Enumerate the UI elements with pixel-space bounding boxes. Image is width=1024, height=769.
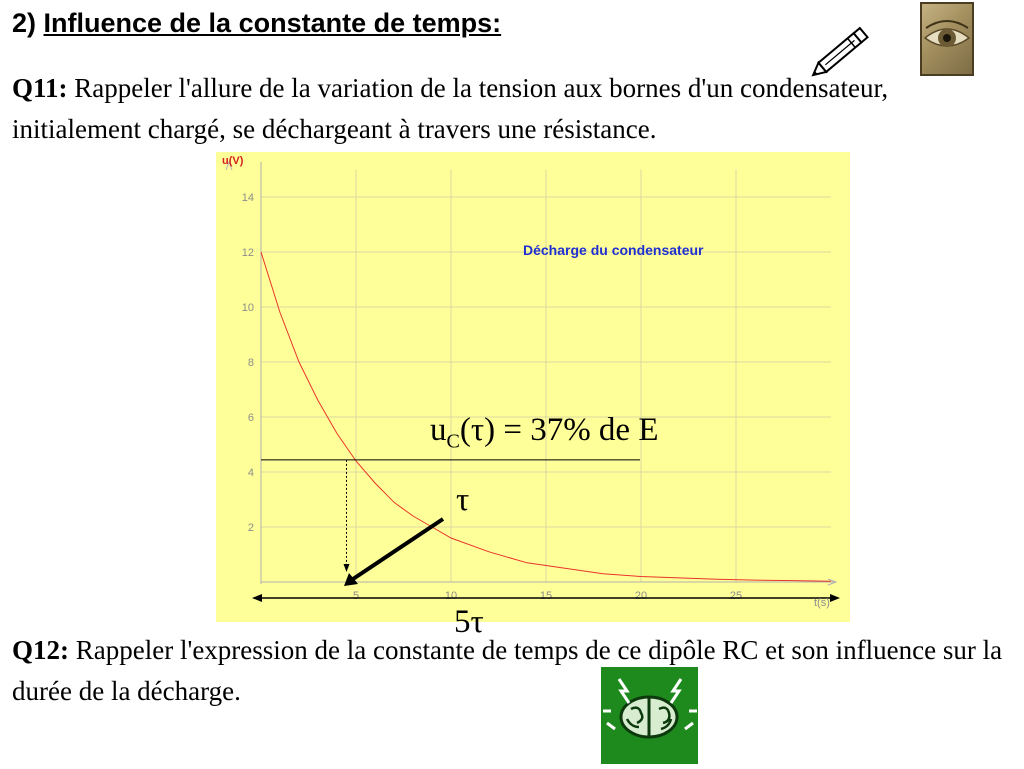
discharge-chart: [216, 152, 850, 622]
x-tick-label: 10: [444, 590, 458, 602]
y-tick-label: 12: [241, 247, 254, 259]
x-tick-label: 20: [634, 590, 648, 602]
brain-image: [601, 667, 698, 764]
y-tick-label: 6: [247, 412, 254, 424]
q11-label: Q11:: [12, 73, 68, 103]
uc-prefix: u: [430, 412, 447, 448]
x-tick-label: 25: [729, 590, 743, 602]
x-axis-label: t(s): [814, 597, 830, 609]
y-axis-label: u(V): [222, 155, 244, 167]
brain-icon: [601, 667, 698, 764]
x-tick-label: 15: [539, 590, 553, 602]
section-heading: [12, 8, 501, 39]
tau-annotation: τ: [456, 482, 470, 518]
q11-text: Rappeler l'allure de la variation de la tension aux bornes d'un condensateur, initialement chargé, se déchargeant à travers une résistance.: [12, 73, 889, 144]
y-tick-label: 2: [247, 522, 254, 534]
q12-label: Q12:: [12, 635, 69, 665]
q12-text: Rappeler l'expression de la constante de temps de ce dipôle RC et son influence sur la durée de la décharge.: [12, 635, 1003, 706]
question-q11: [12, 68, 942, 150]
uc-rest: (τ) = 37% de E: [459, 412, 659, 448]
question-q12: [12, 630, 1012, 712]
uc-tau-annotation: [430, 412, 659, 454]
y-tick-label: 14: [241, 192, 254, 204]
eye-icon: [920, 2, 974, 76]
section-number: 2): [12, 8, 44, 38]
section-title: Influence de la constante de temps:: [43, 8, 502, 38]
eye-image: [920, 2, 974, 76]
y-tick-label: 8: [247, 357, 254, 369]
y-tick-label: 4: [247, 467, 254, 479]
chart-title: Décharge du condensateur: [523, 242, 704, 258]
x-tick-label: 5: [352, 590, 360, 602]
five-tau-annotation: 5τ: [454, 604, 484, 640]
y-tick-label: 10: [241, 302, 254, 314]
uc-subscript: C: [446, 430, 460, 453]
